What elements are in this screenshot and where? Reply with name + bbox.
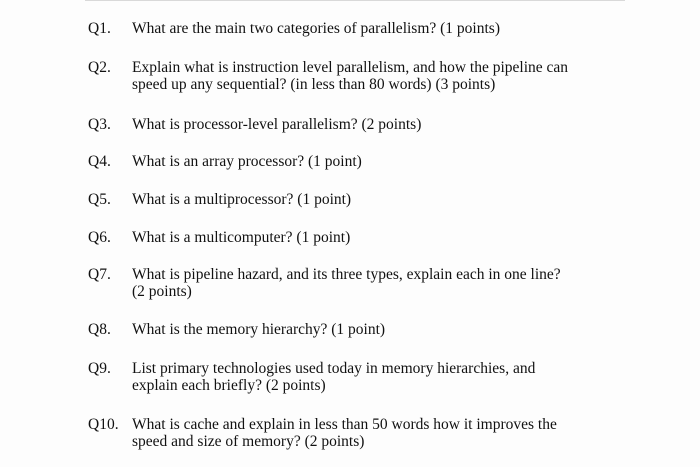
question-number: Q10.: [88, 416, 119, 433]
question-text: What is cache and explain in less than 50 words how it improves the speed and size of memory? (2 points): [132, 416, 557, 450]
question-text: What is processor-level parallelism? (2 points): [132, 116, 422, 133]
question-number: Q7.: [88, 266, 111, 283]
question-number: Q6.: [88, 229, 111, 246]
question-text: What is the memory hierarchy? (1 point): [132, 321, 386, 338]
question-number: Q5.: [88, 191, 111, 208]
question-text: List primary technologies used today in memory hierarchies, and explain each briefly? (2 points): [132, 360, 536, 394]
question-number: Q3.: [88, 116, 111, 133]
question-text: What are the main two categories of parallelism? (1 points): [132, 20, 500, 37]
question-text: What is a multicomputer? (1 point): [132, 229, 351, 246]
question-number: Q2.: [88, 59, 111, 76]
top-divider: [85, 0, 625, 1]
question-number: Q8.: [88, 321, 111, 338]
question-text: What is pipeline hazard, and its three types, explain each in one line? (2 points): [132, 266, 561, 300]
question-number: Q1.: [88, 20, 111, 37]
question-text: What is a multiprocessor? (1 point): [132, 191, 352, 208]
question-text: What is an array processor? (1 point): [132, 153, 362, 170]
question-number: Q4.: [88, 153, 111, 170]
question-number: Q9.: [88, 360, 111, 377]
question-text: Explain what is instruction level parallelism, and how the pipeline can speed up any sequential? (in less than 80 words) (3 points): [132, 59, 569, 93]
